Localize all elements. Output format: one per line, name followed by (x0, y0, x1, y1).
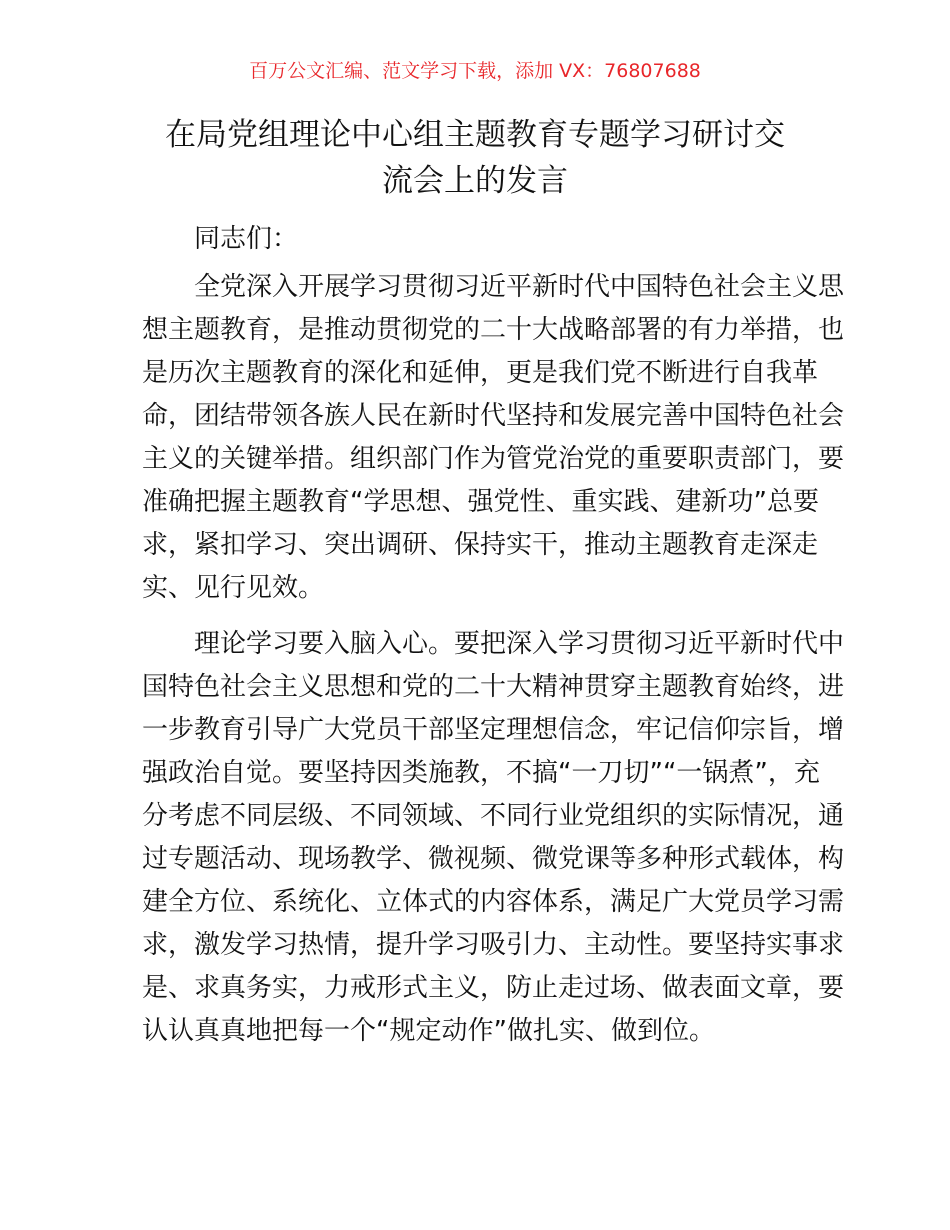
text-line: 想主题教育，是推动贯彻党的二十大战略部署的有力举措，也 (142, 315, 845, 345)
text-line: 命，团结带领各族人民在新时代坚持和发展完善中国特色社会 (142, 401, 845, 431)
text-line: 实、见行见效。 (142, 573, 325, 603)
text-line: 建全方位、系统化、立体式的内容体系，满足广大党员学习需 (142, 887, 845, 917)
text-line: 准确把握主题教育“学思想、强党性、重实践、建新功”总要 (142, 487, 819, 517)
paragraph-1 (142, 266, 845, 610)
text-line: 主义的关键举措。组织部门作为管党治党的重要职责部门，要 (142, 444, 845, 474)
text-line: 国特色社会主义思想和党的二十大精神贯穿主题教育始终，进 (142, 672, 845, 702)
text-line: 强政治自觉。要坚持因类施教，不搞“一刀切”“一锅煮”，充 (142, 758, 820, 788)
title-line: 在局党组理论中心组主题教育专题学习研讨交 (165, 117, 785, 153)
text-line: 是、求真务实，力戒形式主义，防止走过场、做表面文章，要 (142, 973, 845, 1003)
watermark-banner: 百万公文汇编、范文学习下载，添加 VX：76807688 (249, 60, 701, 82)
text-line: 理论学习要入脑入心。要把深入学习贯彻习近平新时代中 (194, 629, 845, 659)
title-line: 流会上的发言 (382, 163, 568, 199)
paragraph-2 (142, 623, 845, 1053)
text-line: 过专题活动、现场教学、微视频、微党课等多种形式载体，构 (142, 844, 845, 874)
text-line: 是历次主题教育的深化和延伸，更是我们党不断进行自我革 (142, 358, 819, 388)
text-line: 求，激发学习热情，提升学习吸引力、主动性。要坚持实事求 (142, 930, 845, 960)
text-line: 一步教育引导广大党员干部坚定理想信念，牢记信仰宗旨，增 (142, 715, 845, 745)
greeting-text: 同志们： (194, 224, 299, 254)
text-line: 认认真真地把每一个“规定动作”做扎实、做到位。 (142, 1016, 715, 1046)
document-title (120, 112, 830, 204)
text-line: 分考虑不同层级、不同领域、不同行业党组织的实际情况，通 (142, 801, 845, 831)
greeting (142, 218, 812, 261)
text-line: 求，紧扣学习、突出调研、保持实干，推动主题教育走深走 (142, 530, 819, 560)
text-line: 全党深入开展学习贯彻习近平新时代中国特色社会主义思 (194, 272, 845, 302)
